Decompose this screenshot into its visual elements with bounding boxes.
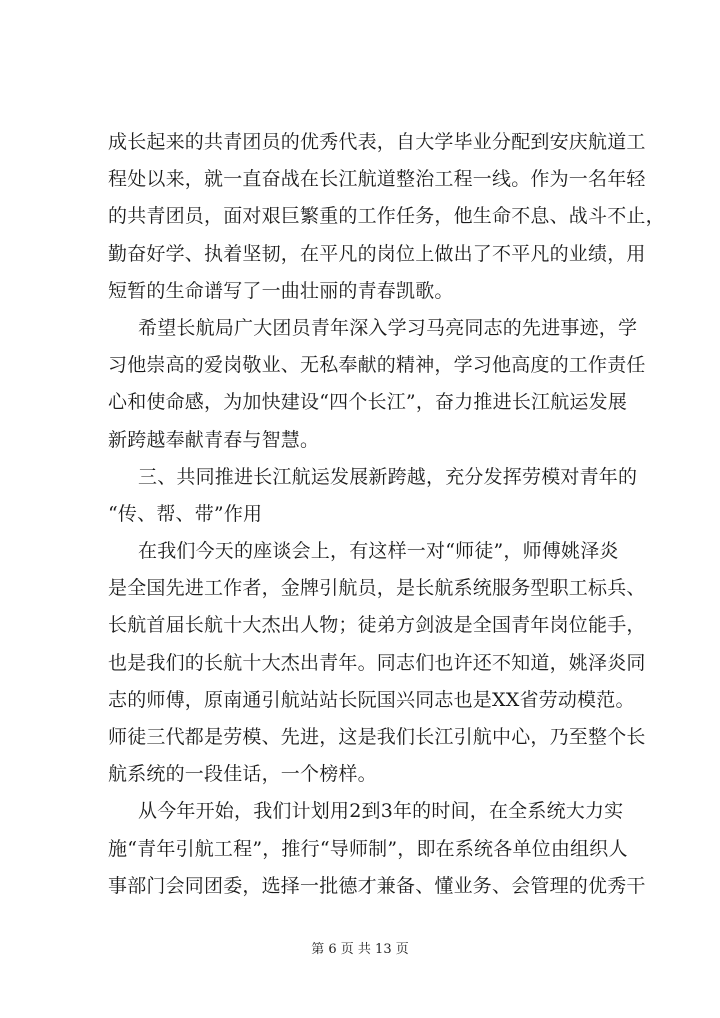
text-line: 新跨越奉献青春与智慧。 — [108, 428, 320, 451]
text-line: 成长起来的共青团员的优秀代表，自大学毕业分配到安庆航道工 — [108, 131, 646, 153]
text-line: 是全国先进工作者，金牌引航员，是长航系统服务型职工标兵、 — [108, 577, 646, 600]
text-line: 航系统的一段佳话，一个榜样。 — [108, 763, 377, 786]
text-line: 从今年开始，我们计划用2到3年的时间，在全系统大力实 — [138, 800, 624, 823]
text-line: 在我们今天的座谈会上，有这样一对“师徒”，师傅姚泽炎 — [138, 540, 619, 563]
text-line: 程处以来，就一直奋战在长江航道整治工程一线。作为一名年轻 — [108, 168, 646, 191]
text-line: “传、帮、带”作用 — [108, 502, 263, 525]
text-line: 也是我们的长航十大杰出青年。同志们也许还不知道，姚泽炎同 — [108, 651, 646, 674]
text-line: 短暂的生命谱写了一曲壮丽的青春凯歌。 — [108, 279, 454, 302]
text-line: 长航首届长航十大杰出人物；徒弟方剑波是全国青年岗位能手， — [108, 614, 646, 637]
text-line: 施“青年引航工程”，推行“导师制”，即在系统各单位由组织人 — [108, 837, 628, 860]
body-text — [108, 124, 665, 905]
text-line: 心和使命感，为加快建设“四个长江”，奋力推进长江航运发展 — [108, 391, 628, 414]
text-line: 希望长航局广大团员青年深入学习马亮同志的先进事迹，学 — [138, 316, 638, 339]
page-footer: 第 6 页 共 13 页 — [311, 942, 409, 957]
text-line: 勤奋好学、执着坚韧，在平凡的岗位上做出了不平凡的业绩，用 — [108, 242, 646, 265]
text-line: 志的师傅，原南通引航站站长阮国兴同志也是XX省劳动模范。 — [108, 688, 635, 711]
text-line: 的共青团员，面对艰巨繁重的工作任务，他生命不息、战斗不止， — [108, 205, 665, 228]
text-line: 师徒三代都是劳模、先进，这是我们长江引航中心，乃至整个长 — [108, 726, 646, 748]
text-line: 习他崇高的爱岗敬业、无私奉献的精神，学习他高度的工作责任 — [108, 354, 646, 377]
text-line: 三、共同推进长江航运发展新跨越，充分发挥劳模对青年的 — [138, 465, 638, 488]
text-line: 事部门会同团委，选择一批德才兼备、懂业务、会管理的优秀干 — [108, 874, 646, 897]
